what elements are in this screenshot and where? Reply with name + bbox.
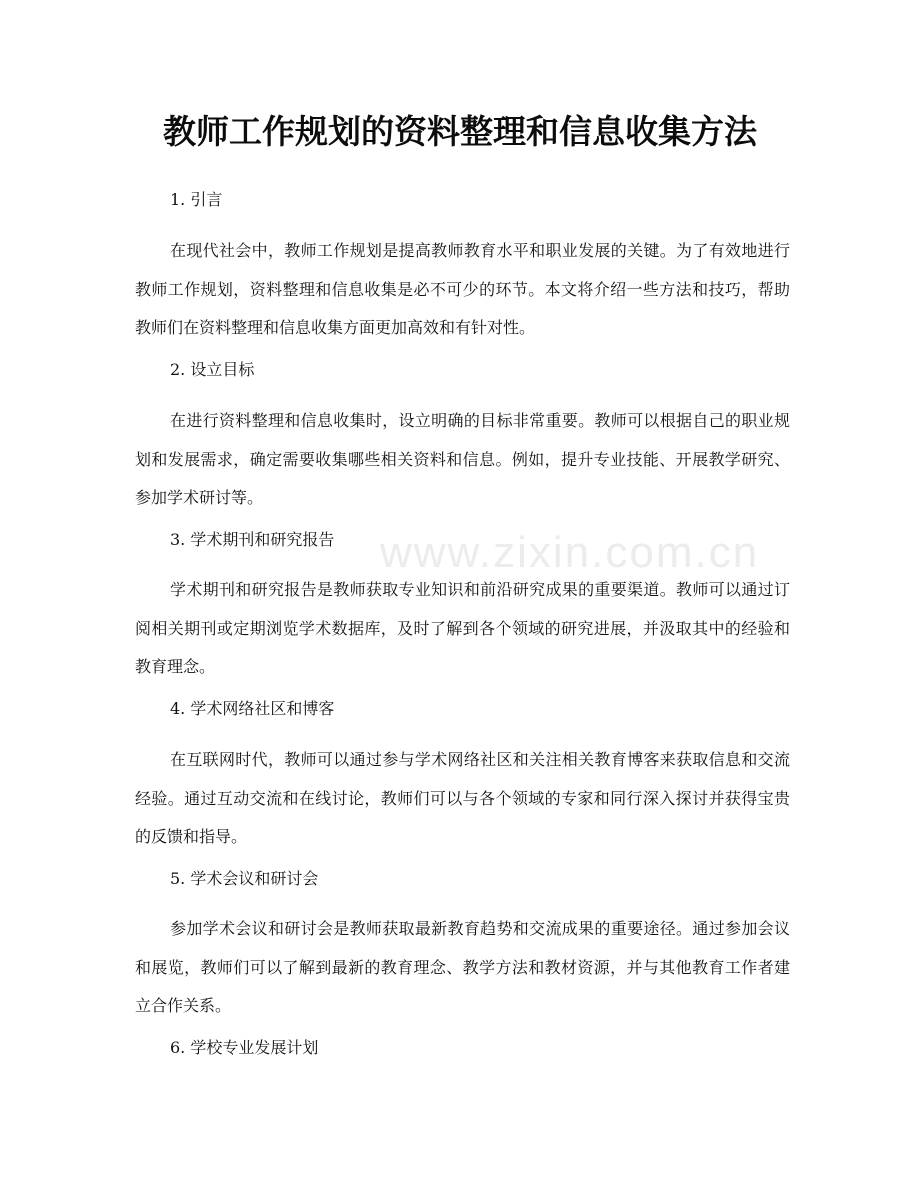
section-paragraph-1: 在现代社会中，教师工作规划是提高教师教育水平和职业发展的关键。为了有效地进行教师工作规划，资料整理和信息收集是必不可少的环节。本文将介绍一些方法和技巧，帮助教师们在资料整理和信息收集方面更加高效和有针对性。	[135, 241, 790, 337]
section-paragraph-4: 在互联网时代，教师可以通过参与学术网络社区和关注相关教育博客来获取信息和交流经验。通过互动交流和在线讨论，教师们可以与各个领域的专家和同行深入探讨并获得宝贵的反馈和指导。	[135, 750, 790, 846]
section-paragraph-5: 参加学术会议和研讨会是教师获取最新教育趋势和交流成果的重要途径。通过参加会议和展览，教师们可以了解到最新的教育理念、教学方法和教材资源，并与其他教育工作者建立合作关系。	[135, 919, 790, 1015]
section-heading-5: 5. 学术会议和研讨会	[170, 869, 319, 888]
section-paragraph-2: 在进行资料整理和信息收集时，设立明确的目标非常重要。教师可以根据自己的职业规划和发展需求，确定需要收集哪些相关资料和信息。例如，提升专业技能、开展教学研究、参加学术研讨等。	[135, 411, 790, 507]
section-paragraph-3: 学术期刊和研究报告是教师获取专业知识和前沿研究成果的重要渠道。教师可以通过订阅相关期刊或定期浏览学术数据库，及时了解到各个领域的研究进展，并汲取其中的经验和教育理念。	[135, 580, 790, 676]
document-title: 教师工作规划的资料整理和信息收集方法	[163, 112, 757, 151]
section-heading-4: 4. 学术网络社区和博客	[170, 699, 335, 718]
watermark: www.zixin.com.cn	[380, 528, 760, 577]
section-heading-2: 2. 设立目标	[170, 360, 255, 379]
section-heading-1: 1. 引言	[170, 190, 223, 209]
section-heading-3: 3. 学术期刊和研究报告	[170, 530, 335, 549]
section-heading-6: 6. 学校专业发展计划	[170, 1038, 319, 1057]
